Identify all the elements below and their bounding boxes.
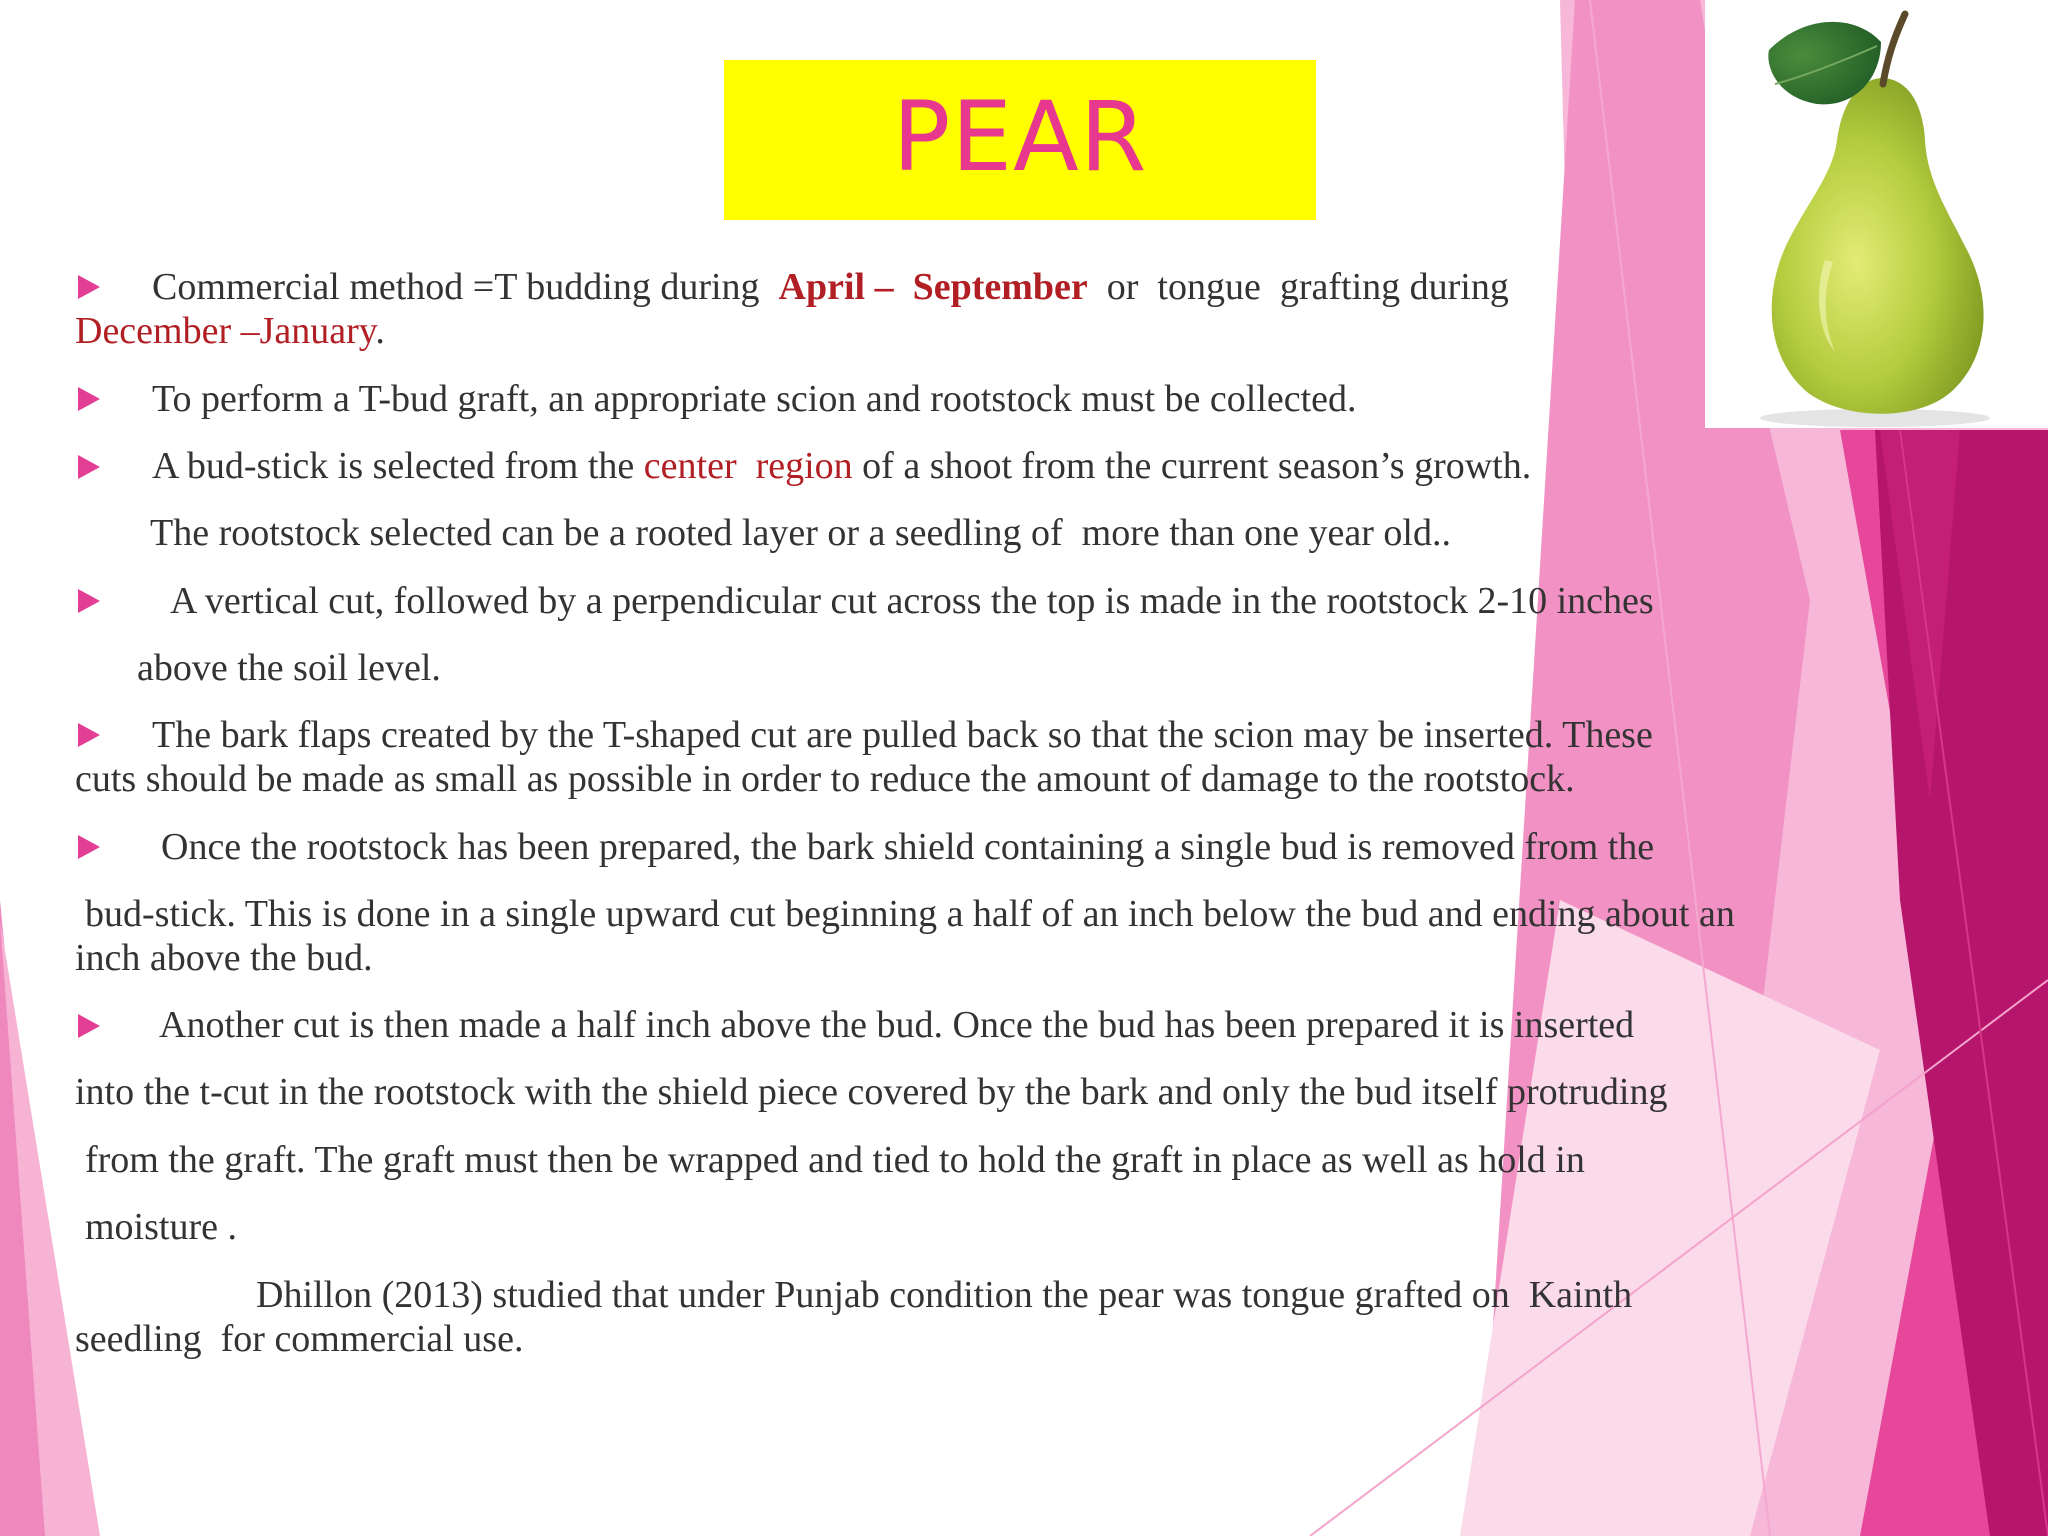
bullet-7-line-3: from the graft. The graft must then be wrapped and tied to hold the graft in place as well as hold in	[85, 1139, 1585, 1181]
bullet-6-line-1: Once the rootstock has been prepared, the bark shield containing a single bud is removed from the	[161, 826, 1655, 868]
bullet-arrow-icon	[78, 835, 100, 859]
bullet-arrow-icon	[78, 387, 100, 411]
bullet-arrow-icon	[78, 589, 100, 613]
closing-line-1: Dhillon (2013) studied that under Punjab condition the pear was tongue grafted on Kainth	[256, 1274, 1633, 1316]
text-segment: of a shoot from the current season’s growth.	[852, 445, 1532, 487]
highlight-months: December –January	[75, 310, 376, 352]
bullet-arrow-icon	[78, 455, 100, 479]
closing-line-2: seedling for commercial use.	[75, 1318, 524, 1360]
bullet-5-line-2: cuts should be made as small as possible in order to reduce the amount of damage to the rootstock.	[75, 758, 1575, 800]
highlight-region: center region	[643, 445, 853, 487]
bullet-1-line-2	[75, 308, 385, 354]
bullet-4-line-1: A vertical cut, followed by a perpendicular cut across the top is made in the rootstock 2-10 inches	[170, 580, 1654, 622]
bullet-7-line-1: Another cut is then made a half inch above the bud. Once the bud has been prepared it is inserted	[159, 1004, 1635, 1046]
slide-title: PEAR	[892, 81, 1148, 193]
bullet-7-line-2: into the t-cut in the rootstock with the shield piece covered by the bark and only the bud itself protruding	[75, 1071, 1668, 1113]
bullet-6-line-2: bud-stick. This is done in a single upward cut beginning a half of an inch below the bud and ending about an	[85, 893, 1735, 935]
bullet-3-line-1	[152, 443, 1531, 489]
bullet-arrow-icon	[78, 723, 100, 747]
bullet-arrow-icon	[78, 275, 100, 299]
bullet-1-line-1	[152, 264, 1509, 310]
text-segment: or tongue grafting during	[1087, 266, 1509, 308]
highlight-months: April – September	[778, 266, 1088, 308]
text-segment: A bud-stick is selected from the	[152, 445, 644, 487]
bullet-3-line-2: The rootstock selected can be a rooted layer or a seedling of more than one year old..	[150, 512, 1451, 554]
bullet-6-line-3: inch above the bud.	[75, 937, 373, 979]
text-segment: .	[375, 310, 385, 352]
bullet-7-line-4: moisture .	[85, 1206, 237, 1248]
bullet-2-line-1: To perform a T-bud graft, an appropriate scion and rootstock must be collected.	[152, 378, 1357, 420]
bullet-arrow-icon	[78, 1014, 100, 1038]
bullet-5-line-1: The bark flaps created by the T-shaped cut are pulled back so that the scion may be inserted. These	[152, 714, 1653, 756]
bullet-4-line-2: above the soil level.	[137, 647, 441, 689]
text-segment: Commercial method =T budding during	[152, 266, 779, 308]
